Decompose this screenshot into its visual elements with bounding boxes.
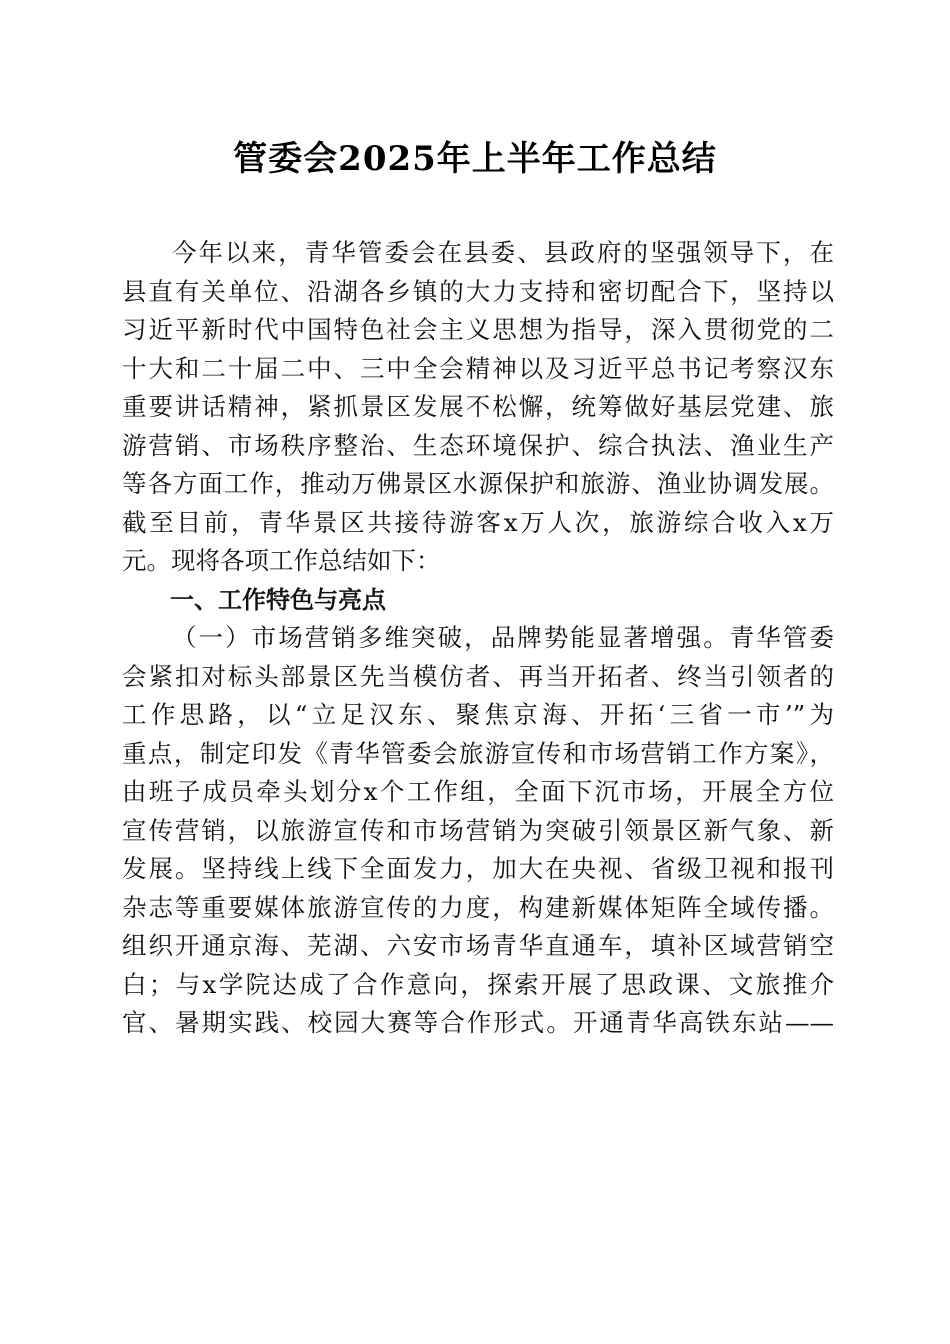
paragraph-line: 由班子成员牵头划分x个工作组，全面下沉市场，开展全方位	[122, 777, 834, 806]
paragraph-line: 组织开通京海、芜湖、六安市场青华直通车，填补区域营销空	[122, 931, 834, 960]
section-heading: 一、工作特色与亮点	[170, 585, 386, 614]
paragraph-line: 会紧扣对标头部景区先当模仿者、再当开拓者、终当引领者的	[122, 661, 834, 691]
paragraph-line: 宣传营销，以旅游宣传和市场营销为突破引领景区新气象、新	[122, 815, 834, 845]
paragraph-line: 工作思路，以“立足汉东、聚焦京海、开拓‘三省一市’”为	[122, 700, 834, 729]
paragraph-line: 重要讲话精神，紧抓景区发展不松懈，统筹做好基层党建、旅	[122, 392, 834, 421]
paragraph-line: 重点，制定印发《青华管委会旅游宣传和市场营销工作方案》，	[122, 738, 834, 768]
paragraph-line: 游营销、市场秩序整治、生态环境保护、综合执法、渔业生产	[122, 430, 834, 460]
paragraph-line: （一）市场营销多维突破，品牌势能显著增强。青华管委	[172, 623, 834, 652]
paragraph-line: 白；与x学院达成了合作意向，探索开展了思政课、文旅推介	[122, 969, 834, 999]
paragraph-line: 县直有关单位、沿湖各乡镇的大力支持和密切配合下，坚持以	[122, 276, 834, 306]
paragraph-line: 习近平新时代中国特色社会主义思想为指导，深入贯彻党的二	[122, 315, 834, 344]
paragraph-line: 截至目前，青华景区共接待游客x万人次，旅游综合收入x万	[122, 507, 834, 537]
document-body	[122, 234, 834, 1043]
paragraph-line: 杂志等重要媒体旅游宣传的力度，构建新媒体矩阵全域传播。	[122, 892, 834, 922]
paragraph-line: 十大和二十届二中、三中全会精神以及习近平总书记考察汉东	[122, 353, 834, 383]
paragraph-line: 发展。坚持线上线下全面发力，加大在央视、省级卫视和报刊	[122, 854, 834, 883]
paragraph-line: 今年以来，青华管委会在县委、县政府的坚强领导下，在	[172, 238, 834, 267]
document-title: 管委会2025年上半年工作总结	[233, 139, 717, 179]
paragraph-line: 官、暑期实践、校园大赛等合作形式。开通青华高铁东站——	[122, 1008, 834, 1037]
paragraph-line: 元。现将各项工作总结如下：	[122, 546, 441, 575]
paragraph-line: 等各方面工作，推动万佛景区水源保护和旅游、渔业协调发展。	[122, 469, 834, 498]
